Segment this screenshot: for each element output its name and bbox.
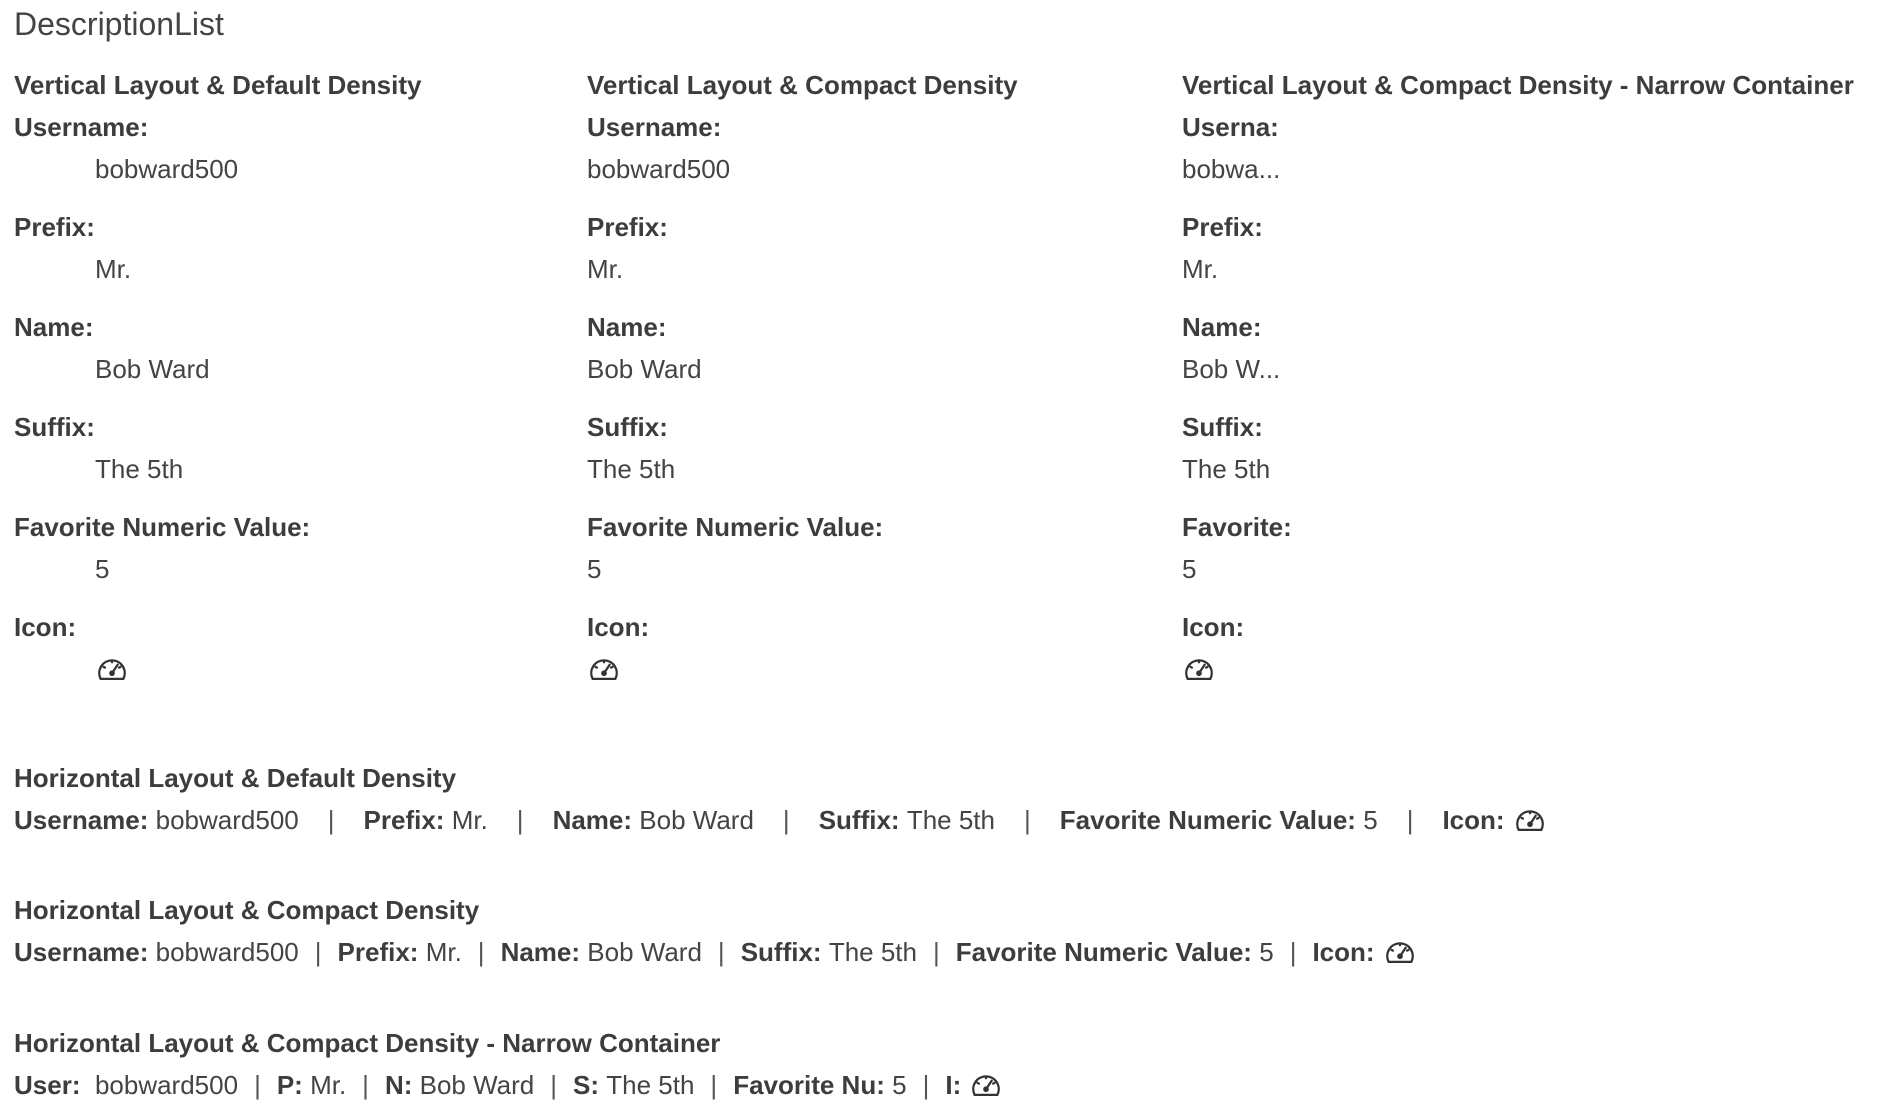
term-name: Name: [500,937,581,967]
term-suffix: Suffix: [1182,412,1263,442]
vertical-compact-section [587,64,1018,706]
page-title: DescriptionList [14,6,224,42]
separator: | [922,1070,930,1100]
value-name: Bob Ward [639,805,754,835]
description-list [14,106,421,690]
separator: | [516,805,524,835]
value-username: bobward500 [587,154,731,184]
value-prefix: Mr. [451,805,488,835]
term-username: Username: [14,112,149,142]
vertical-default-section [14,64,421,706]
value-username: bobward500 [155,805,299,835]
separator: | [327,805,335,835]
term-name: Name: [14,312,94,342]
value-suffix: The 5th [906,805,995,835]
section-title: Vertical Layout & Default Density [14,70,422,100]
value-prefix: Mr. [310,1070,347,1100]
separator: | [932,937,940,967]
gauge-icon [95,652,129,686]
value-icon [1182,648,1854,690]
value-prefix: Mr. [1182,254,1219,284]
section-title: Vertical Layout & Compact Density [587,70,1018,100]
term-username: Username: [14,805,149,835]
term-suffix: Suffix: [587,412,668,442]
section-title: Horizontal Layout & Compact Density [14,895,480,925]
value-username: bobwa... [1182,154,1281,184]
description-row [14,799,1547,841]
value-prefix: Mr. [425,937,462,967]
term-favorite: Favorite Nu: [733,1070,885,1100]
value-favorite: 5 [587,554,602,584]
description-list [587,106,1018,690]
separator: | [314,937,322,967]
value-favorite: 5 [1182,554,1197,584]
separator: | [477,937,485,967]
value-name: Bob Ward [587,354,702,384]
term-icon: Icon: [1312,937,1375,967]
separator: | [710,1070,718,1100]
term-icon: Icon: [1442,805,1505,835]
term-favorite: Favorite Numeric Value: [955,937,1252,967]
description-row [14,1064,1003,1106]
value-username: bobward500 [155,937,299,967]
term-icon: Icon: [1182,612,1245,642]
section-title: Horizontal Layout & Default Density [14,763,457,793]
horizontal-compact-section [14,889,1417,973]
value-favorite: 5 [892,1070,907,1100]
separator: | [254,1070,261,1100]
gauge-icon [587,652,621,686]
value-favorite: 5 [1259,937,1274,967]
horizontal-narrow-section [14,1022,1003,1106]
separator: | [1289,937,1297,967]
section-title: Horizontal Layout & Compact Density - Narrow Container [14,1028,721,1058]
term-prefix: Prefix: [337,937,419,967]
gauge-icon [969,1068,1003,1102]
value-icon [95,648,421,690]
value-suffix: The 5th [95,454,184,484]
separator: | [1023,805,1031,835]
term-suffix: Suffix: [14,412,95,442]
term-favorite: Favorite Numeric Value: [1059,805,1356,835]
separator: | [782,805,790,835]
gauge-icon [1513,803,1547,837]
value-prefix: Mr. [587,254,624,284]
value-prefix: Mr. [95,254,132,284]
value-name: Bob Ward [419,1070,535,1100]
value-name: Bob Ward [587,937,702,967]
value-username: bobward500 [95,154,239,184]
value-icon [587,648,1018,690]
separator: | [1406,805,1414,835]
term-prefix: Prefix: [1182,212,1263,242]
term-username: Username: [14,937,149,967]
term-icon: Icon: [587,612,650,642]
term-prefix: Prefix: [587,212,668,242]
term-name: Name: [552,805,633,835]
term-username: User: [14,1070,81,1100]
term-favorite: Favorite: [1182,512,1292,542]
horizontal-default-section [14,757,1547,841]
value-suffix: The 5th [828,937,917,967]
term-icon: I: [945,1070,962,1100]
value-suffix: The 5th [606,1070,695,1100]
description-row [14,931,1417,973]
term-favorite: Favorite Numeric Value: [587,512,884,542]
separator: | [717,937,725,967]
term-prefix: Prefix: [363,805,445,835]
term-favorite: Favorite Numeric Value: [14,512,311,542]
section-title: Vertical Layout & Compact Density - Narrow Container [1182,70,1854,100]
term-name: N: [384,1070,413,1100]
value-favorite: 5 [1363,805,1378,835]
term-prefix: Prefix: [14,212,95,242]
term-username: Username: [587,112,722,142]
separator: | [362,1070,369,1100]
term-name: Name: [1182,312,1262,342]
value-suffix: The 5th [587,454,676,484]
vertical-narrow-section [1182,64,1854,706]
value-name: Bob Ward [95,354,210,384]
term-suffix: S: [573,1070,600,1100]
value-favorite: 5 [95,554,110,584]
term-suffix: Suffix: [740,937,822,967]
description-list [1182,106,1854,690]
term-name: Name: [587,312,667,342]
gauge-icon [1383,935,1417,969]
term-suffix: Suffix: [818,805,900,835]
value-name: Bob W... [1182,354,1281,384]
gauge-icon [1182,652,1216,686]
term-prefix: P: [276,1070,303,1100]
term-username: Userna: [1182,112,1279,142]
value-suffix: The 5th [1182,454,1271,484]
value-username: bobward500 [94,1070,239,1100]
separator: | [550,1070,558,1100]
term-icon: Icon: [14,612,77,642]
